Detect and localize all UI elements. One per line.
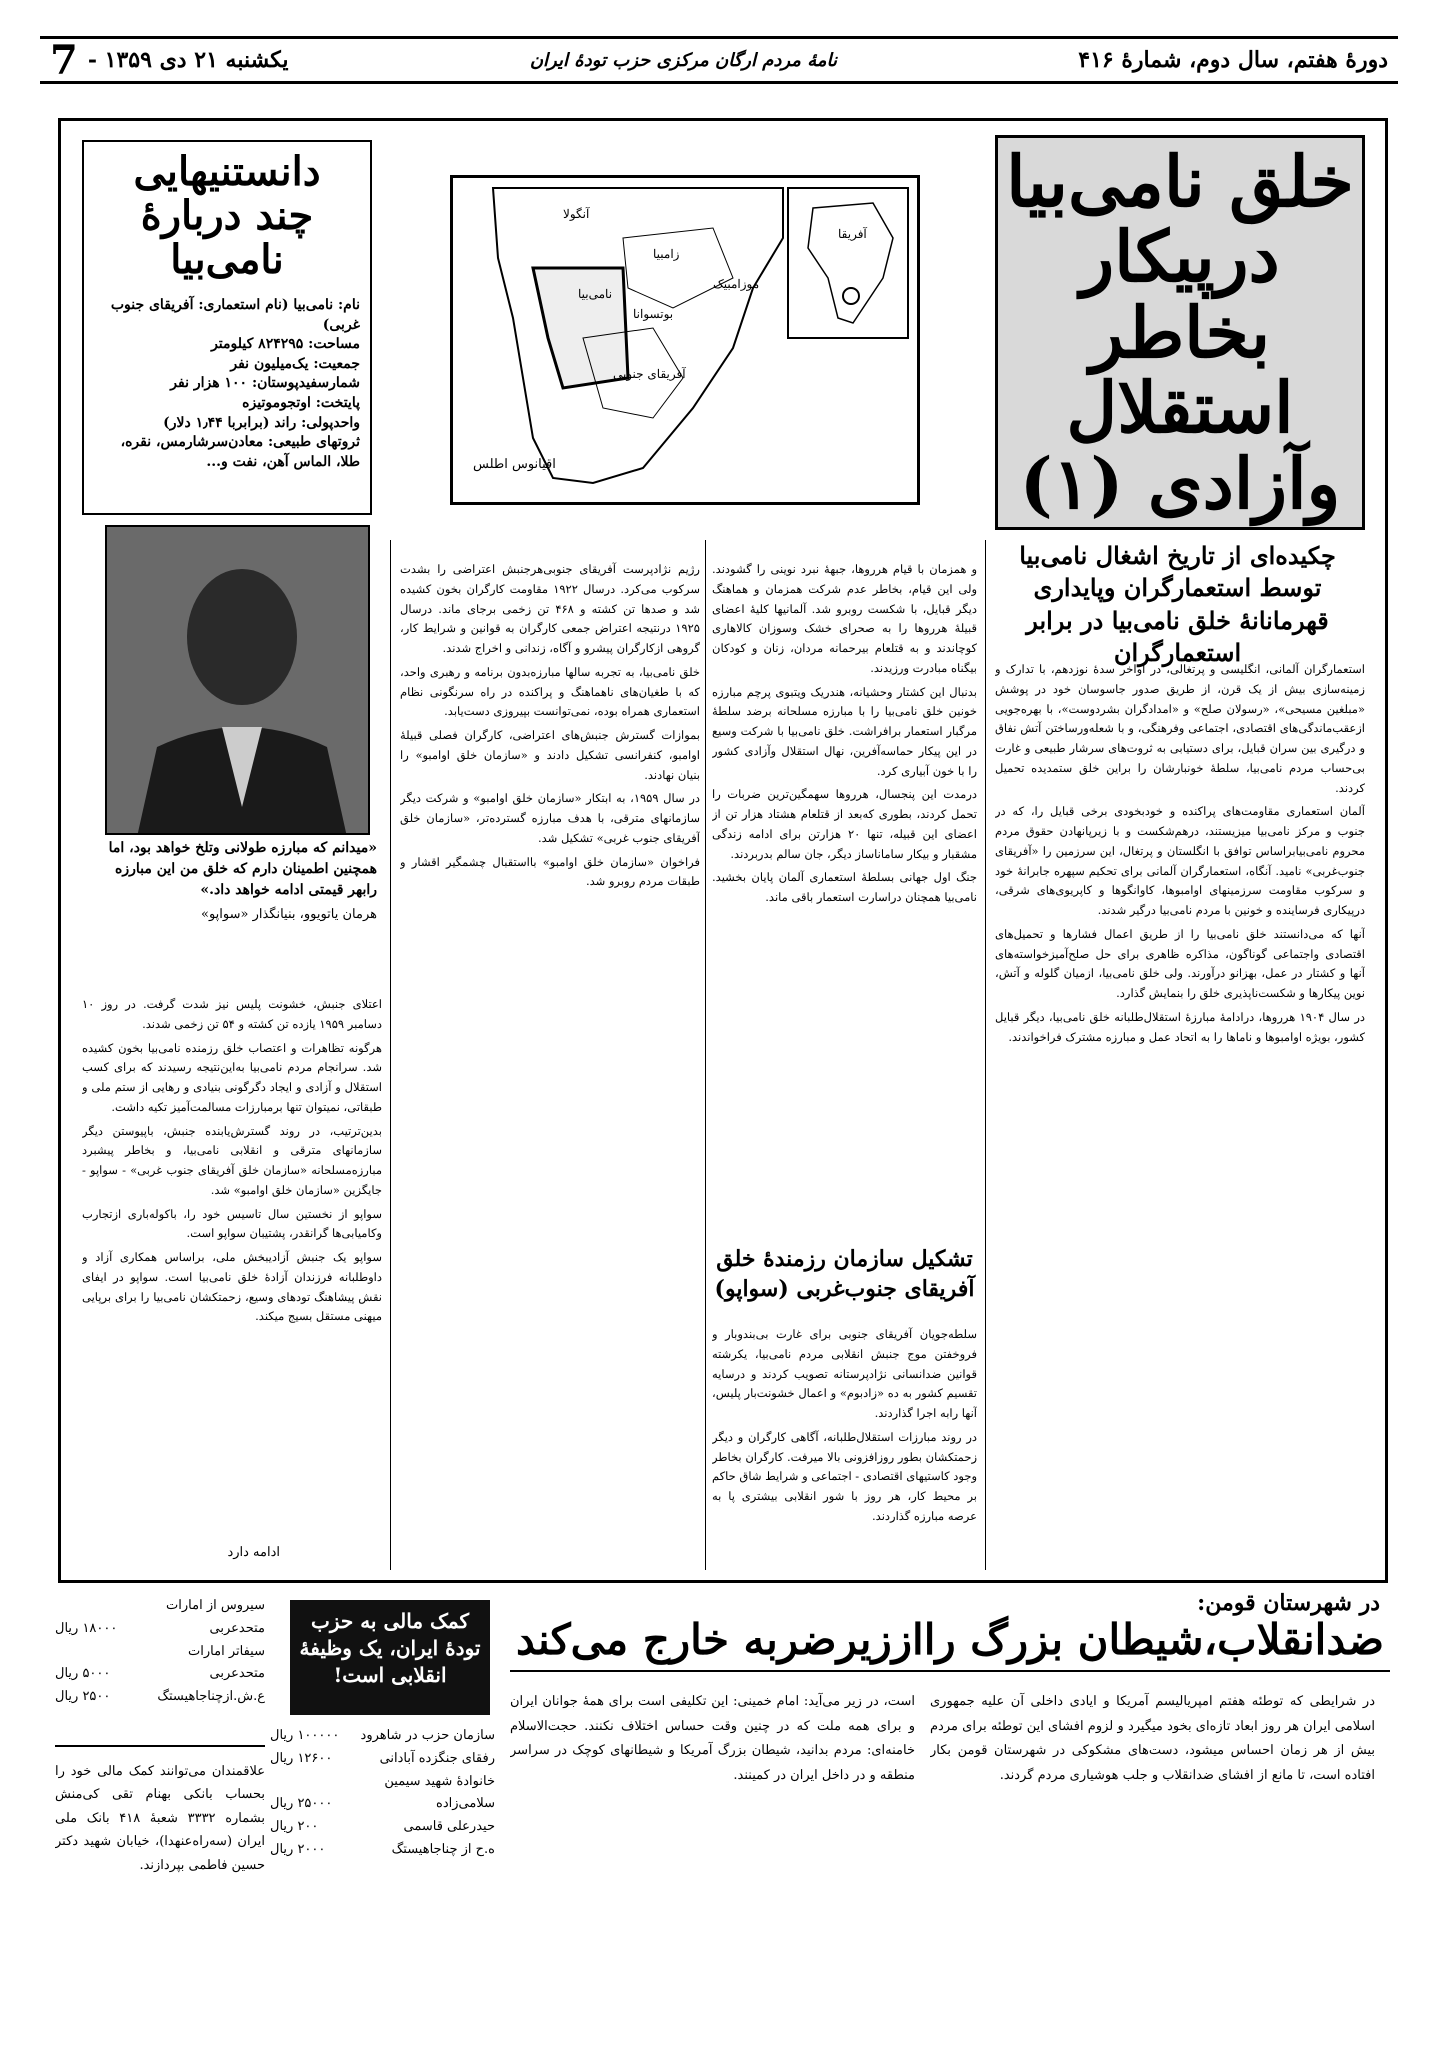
donation-row — [270, 1771, 495, 1794]
pullquote-author: هرمان یاتویوو، بنیانگذار «سواپو» — [200, 907, 377, 922]
facts-box — [82, 140, 372, 515]
donation-row — [55, 1663, 265, 1686]
facts-title-line: نامی‌بیا — [170, 236, 284, 283]
donor-name: ه.ح از چناجاهیستگ — [391, 1841, 495, 1857]
issue-info: دورهٔ هفتم، سال دوم، شمارهٔ ۴۱۶ — [1078, 47, 1388, 73]
donation-amount: ۲۰۰ ریال — [270, 1819, 319, 1834]
paragraph: و همزمان با قیام هرروها، جبههٔ نبرد نوینی را گشودند. ولی این قیام، بخاطر عدم شرکت همزمان و هماهنگ دیگر قبایل، با شکست روبرو شد. آلمانیها کلیهٔ اعضای قبیلهٔ هرروها را به صحرای خشک وسوزان کالاهاری کوچاندند و به قتلعام بیرحمانه مردان، زنان و کودکان بیگناه مبادرت ورزیدند. — [712, 562, 977, 675]
donation-row — [55, 1686, 265, 1709]
donation-row — [270, 1793, 495, 1816]
section-heading: تشکیل سازمان رزمندهٔ خلق آفریقای جنوب‌غربی (سواپو) — [714, 1246, 975, 1302]
bottom-column-1: در شرایطی که توطئه هفتم امپریالیسم آمریکا و ایادی داخلی آن علیه جمهوری اسلامی ایران هر روز ابعاد تازه‌ای بخود میگیرد و لزوم افشای این توطئه برای مردم بیش از هر زمان احساس میشود، دست‌های مشکوکی در شهرستان قومن بکار افتاده است، تا مانع از افشای ضدانقلاب و جلب هوشیاری مردم گردند. — [930, 1694, 1375, 1784]
facts-line: پایتخت: اوتجوموتیزه — [242, 394, 360, 411]
donor-name: سلامی‌زاده — [436, 1796, 495, 1812]
paragraph: در سال ۱۹۵۹، به ابتکار «سازمان خلق اوامبو» و شرکت دیگر سازمانهای مترقی، با هدف مبارزه گسترده‌تر، «سازمان خلق آفریقای جنوب غربی» تشکیل شد. — [400, 791, 700, 845]
map-label: آفریقا — [838, 227, 867, 241]
facts-line: واحدپولی: راند (برابربا ۱٫۴۴ دلار) — [163, 414, 360, 431]
headline-line: استقلال — [1066, 366, 1294, 450]
subheadline: چکیده‌ای از تاریخ اشغال نامی‌بیا توسط استعمارگران وپایداری قهرمانانهٔ خلق نامی‌بیا در برابر استعمارگران — [1019, 541, 1336, 668]
map-label: اقیانوس اطلس — [473, 457, 556, 472]
map-label: زامبیا — [653, 247, 680, 261]
headline-line: خلق نامی‌بیا — [1006, 139, 1354, 223]
bottom-kicker: در شهرستان قومن: — [1197, 1590, 1380, 1616]
column-divider — [390, 540, 391, 1570]
donation-amount: ۱۰۰۰۰۰ ریال — [270, 1728, 340, 1743]
paper-name: نامهٔ مردم ارگان مرکزی حزب تودهٔ ایران — [529, 49, 837, 71]
continued-note: ادامه دارد — [227, 1545, 280, 1560]
donation-amount: ۱۲۶۰۰ ریال — [270, 1750, 333, 1766]
paragraph: در سال ۱۹۰۴ هرروها، درادامهٔ مبارزهٔ استقلال‌طلبانه خلق نامی‌بیا، دیگر قبایل کشور، بویژه اوامبوها و ناماها را به اتحاد عمل و مبارزه مشترک فراخواندند. — [995, 1010, 1365, 1044]
paragraph: رژیم نژادپرست آفریقای جنوبی‌هرجنبش اعتراضی را بشدت سرکوب می‌کرد. درسال ۱۹۲۲ مقاومت کارگران بخون کشیده شد و صدها تن کشته و ۴۶۸ تن زخمی برجای ماند. درسال ۱۹۲۵ درنتیجه اعتراض جمعی کارگران به قوانین و شرایط کار، گروهی ازکارگران پیشرو و آگاه، زندانی و اخراج شدند. — [400, 562, 700, 656]
paragraph: سواپو یک جنبش آزادیبخش ملی، براساس همکاری آزاد و داوطلبانه فرزندان آزادهٔ خلق نامی‌بیا است. سواپو در ایفای نقش پیشاهنگ تودهای وسیع، زحمتکشان نامی‌بیا را برای برپایی میهنی مستقل بسیج میکند. — [82, 1250, 382, 1324]
facts-line: جمعیت: یک‌میلیون نفر — [230, 355, 360, 372]
donor-name: حیدرعلی قاسمی — [403, 1819, 495, 1834]
facts-line: مساحت: ۸۲۴۲۹۵ کیلومتر — [211, 336, 360, 353]
article-column-1 — [995, 660, 1365, 1575]
donor-name: متحدعربی — [209, 1620, 265, 1636]
donation-amount: ۲۵۰۰۰ ریال — [270, 1796, 333, 1812]
paragraph: اعتلای جنبش، خشونت پلیس نیز شدت گرفت. در روز ۱۰ دسامبر ۱۹۵۹ یازده تن کشته و ۵۴ تن زخمی شدند. — [82, 997, 382, 1031]
paragraph: آنها که می‌دانستند خلق نامی‌بیا را از طریق اعمال فشارها و تحمیل‌های اقتصادی واجتماعی گوناگون، مذاکره ظاهری برای حل صلح‌آمیزخواسته‌های آنها و کشتار در عمل، بهزانو درآورند. ولی خلق نامی‌بیا، ازمیان گلوله و آتش، نوین پیکارها و شکست‌ناپذیری خلق را بنمایش گذارد. — [995, 926, 1365, 1001]
bottom-headline: ضدانقلاب،شیطان بزرگ رااززیرضربه خارج می‌کند — [510, 1615, 1390, 1672]
donor-name: سیروس از امارات — [166, 1598, 265, 1613]
column-divider — [985, 540, 986, 1570]
paragraph: در روند مبارزات استقلال‌طلبانه، آگاهی کارگران و دیگر زحمتکشان بطور روزافزونی بالا میرفت. کارگران بخاطر وجود کاستیهای اقتصادی - اجتماعی و شرایط شاق حاکم بر محیط کار، هر روز با شور انقلابی بیشتری پا به عرصه مبارزه گذاردند. — [712, 1429, 977, 1523]
paragraph: استعمارگران آلمانی، انگلیسی و پرتغالی، در اواخر سدهٔ نوزدهم، با تدارک و زمینه‌سازی بیش از یک قرن، از طریق صدور جاسوسان خود در پوشش «مبلغین مسیحی»، «رسولان صلح» و «امدادگران بشردوست»، با بهره‌جویی ازعقب‌ماندگی‌های اقتصادی، اجتماعی وفرهنگی، و با شعله‌ورساختن آتش نفاق و درگیری بین سران قبایل، برای دستیابی به ثروت‌های سرشار طبیعی و غارت بی‌حساب مردم نامی‌بیا، سلطهٔ خونبارشان را براین خلق ستمدیده تحمیل کردند. — [995, 662, 1365, 795]
paragraph: بدنبال این کشتار وحشیانه، هندریک ویتبوی پرچم مبارزه خونین خلق نامی‌بیا را با مبارزه مسلحانه برضد سلطهٔ مرگبار استعمار برافراشت. خلق نامی‌بیا با شرکت وسیع در این پیکار حماسه‌آفرین، نهال استقلال وآزادی کشور را با خون آبیاری کرد. — [712, 684, 977, 778]
donor-name: ع.ش.ازچناجاهیستگ — [157, 1689, 265, 1704]
donations-list-2 — [55, 1595, 265, 1709]
headline-line: وآزادی (۱) — [1019, 441, 1341, 525]
facts-line: شمارسفیدپوستان: ۱۰۰ هزار نفر — [170, 375, 360, 392]
divider — [55, 1745, 265, 1747]
pullquote-text: «میدانم که مبارزه طولانی وتلخ خواهد بود، اما همچنین اطمینان دارم که خلق من این مبارزه رابهر قیمتی ادامه خواهد داد.» — [108, 840, 377, 898]
portrait-photo — [105, 525, 370, 835]
map-label: آنگولا — [563, 207, 590, 221]
facts-line: ثروتهای طبیعی: معادن‌سرشارمس، نقره، طلا، الماس آهن، نفت و... — [120, 434, 360, 470]
map-label: بوتسوانا — [633, 307, 674, 321]
donation-row — [55, 1641, 265, 1664]
paragraph: سواپو از نخستین سال تاسیس خود را، باکوله‌باری ازتجارب وکامیابی‌ها گرانقدر، پشتیبان سواپو است. — [82, 1206, 382, 1241]
donor-name: سیفاتر امارات — [188, 1643, 265, 1659]
article-column-5 — [82, 995, 382, 1540]
portrait-figure — [107, 527, 370, 835]
donation-row — [270, 1725, 495, 1748]
donor-name: خانوادهٔ شهید سیمین — [384, 1773, 495, 1789]
headline-line: بخاطر — [1089, 290, 1271, 374]
paragraph: سلطه‌جویان آفریقای جنوبی برای غارت بی‌بندوبار و فروخفتن موج جنبش انقلابی مردم نامی‌بیا، یکرشته قوانین ضدانسانی نژادپرستانه تصویب کردند و درسایه تقسیم کشور به ده «زادبوم» و اعمال خشونت‌بار پلیس، آنها رابه اجرا گذاردند. — [712, 1327, 977, 1421]
facts-line: نام: نامی‌بیا (نام استعماری: آفریقای جنوب غربی) — [110, 297, 360, 333]
paragraph: هرگونه تظاهرات و اعتصاب خلق رزمنده نامی‌بیا بخون کشیده شد. سرانجام مردم نامی‌بیا به‌این‌نتیجه رسیدند که برای کسب استقلال و آزادی و ایجاد دگرگونی بنیادی و رهایی از ستم ملی و طبقاتی، نمیتوان تنها برمبارزات مسالمت‌آمیز تکیه داشت. — [82, 1040, 382, 1114]
paragraph: بموازات گسترش جنبش‌های اعتراضی، کارگران فصلی قبیلهٔ اوامبو، کنفرانسی تشکیل دادند و «سازمان خلق اوامبو» را بنیان نهادند. — [400, 728, 700, 782]
page-number: 7 — [50, 36, 78, 84]
donor-name: متحدعربی — [209, 1666, 265, 1682]
paragraph: آلمان استعماری مقاومت‌های پراکنده و خودبخودی برخی قبایل را، که در جنوب و مرکز نامی‌بیا میزیستند، درهم‌شکست و با زیرپانهادن حقوق مردم محروم نامی‌بیابراساس توافق با انگلستان و پرتغال، این سرزمین را «آفریقای جنوب‌غربی» نامید. آنگاه، استعمارگران آلمانی برای تحکیم سپهره جابرانهٔ خود و سرکوب مقاومت سرزمینهای اوامبوها، کاوانگوها و کاپریوی‌های شرقی، درپیکاری فرساینده و خونین با مردم نامی‌بیا درگیر شدند. — [995, 804, 1365, 918]
facts-title — [94, 150, 360, 282]
article-column-4 — [712, 1325, 977, 1570]
donation-amount: ۲۰۰۰ ریال — [270, 1841, 326, 1857]
donation-appeal-box: کمک مالی به حزب تودهٔ ایران، یک وظیفهٔ انقلابی است! — [290, 1600, 490, 1715]
paragraph: خلق نامی‌بیا، به تجربه سالها مبارزه‌بدون برنامه و رهبری واحد، که با طغیان‌های ناهماهنگ و پراکنده در راه سرنگونی نظام استعماری همراه بوده، نمی‌توانست بپیروزی دست‌یابد. — [400, 664, 700, 719]
donation-amount: ۲۵۰۰ ریال — [55, 1689, 111, 1704]
paragraph: جنگ اول جهانی بسلطهٔ استعماری آلمان پایان بخشید. نامی‌بیا همچنان دراسارت استعمار باقی ماند. — [712, 870, 977, 905]
paragraph: بدین‌ترتیب، در روند گسترش‌یابنده جنبش، باپیوستن دیگر سازمانهای مترقی و انقلابی نامی‌بیا، و بخاطر پیشبرد مبارزه‌مسلحانه «سازمان خلق آفریقای جنوب غربی» - سواپو - جایگزین «سازمان خلق اوامبو» شد. — [82, 1123, 382, 1197]
paragraph: درمدت این پنجسال، هرروها سهمگین‌ترین ضربات را تحمل کردند، بطوری که‌بعد از قتلعام هشتاد هزار تن از اعضای این قبیله، تنها ۲۰ هزارتن برای ادامه زندگی مشقبار و بیکار ساماناساز دیگر، جان سالم بدربردند. — [712, 787, 977, 861]
bank-account-note: علاقمندان می‌توانند کمک مالی خود را بحساب بانکی بهنام تقی کی‌منش بشماره ۳۳۳۲ شعبهٔ ۴۱۸ بانک ملی ایران (سه‌راه‌عنهدا)، خیابان شهید دکتر حسین فاطمی بپردازند. — [55, 1764, 265, 1873]
donation-row — [270, 1816, 495, 1839]
map-figure — [450, 175, 920, 505]
bottom-column-2: است، در زیر می‌آید: امام خمینی: این تکلیفی است برای همهٔ جوانان ایران و برای همه ملت که در چنین وقت حساس اختلاف نکنند. حجت‌الاسلام خامنه‌ای: مردم بدانید، شیطان بزرگ آمریکا و شیطانهای کوچک در سراسر منطقه و در داخل ایران در کمینند. — [510, 1694, 915, 1784]
facts-title-line: چند دربارهٔ — [140, 192, 314, 239]
donor-name: رفقای جنگزده آبادانی — [379, 1750, 495, 1766]
masthead-date: یکشنبه ۲۱ دی ۱۳۵۹ - — [87, 47, 289, 73]
masthead-date-block — [50, 37, 289, 84]
article-column-3 — [400, 560, 700, 1570]
headline-line: درپیکار — [1080, 215, 1280, 299]
donation-row — [270, 1839, 495, 1862]
donation-row — [55, 1618, 265, 1641]
map-label: نامی‌بیا — [578, 287, 613, 301]
donation-row — [270, 1748, 495, 1771]
masthead — [40, 36, 1398, 84]
donation-row — [55, 1595, 265, 1618]
map-label: موزامبیک — [713, 277, 760, 291]
headline-box — [995, 135, 1365, 530]
donations-list-1 — [270, 1725, 495, 1862]
map-label: آفریقای جنوبی — [613, 367, 686, 381]
donation-amount: ۵۰۰۰ ریال — [55, 1666, 111, 1682]
map-svg — [453, 178, 917, 502]
paragraph: فراخوان «سازمان خلق اوامبو» بااستقبال چشمگیر اقشار و طبقات مردم روبرو شد. — [400, 854, 700, 889]
donation-amount: ۱۸۰۰۰ ریال — [55, 1620, 118, 1636]
donor-name: سازمان حزب در شاهرود — [360, 1728, 495, 1743]
facts-title-line: دانستنیهایی — [133, 148, 321, 195]
column-divider — [705, 540, 706, 1570]
pullquote — [92, 838, 377, 988]
